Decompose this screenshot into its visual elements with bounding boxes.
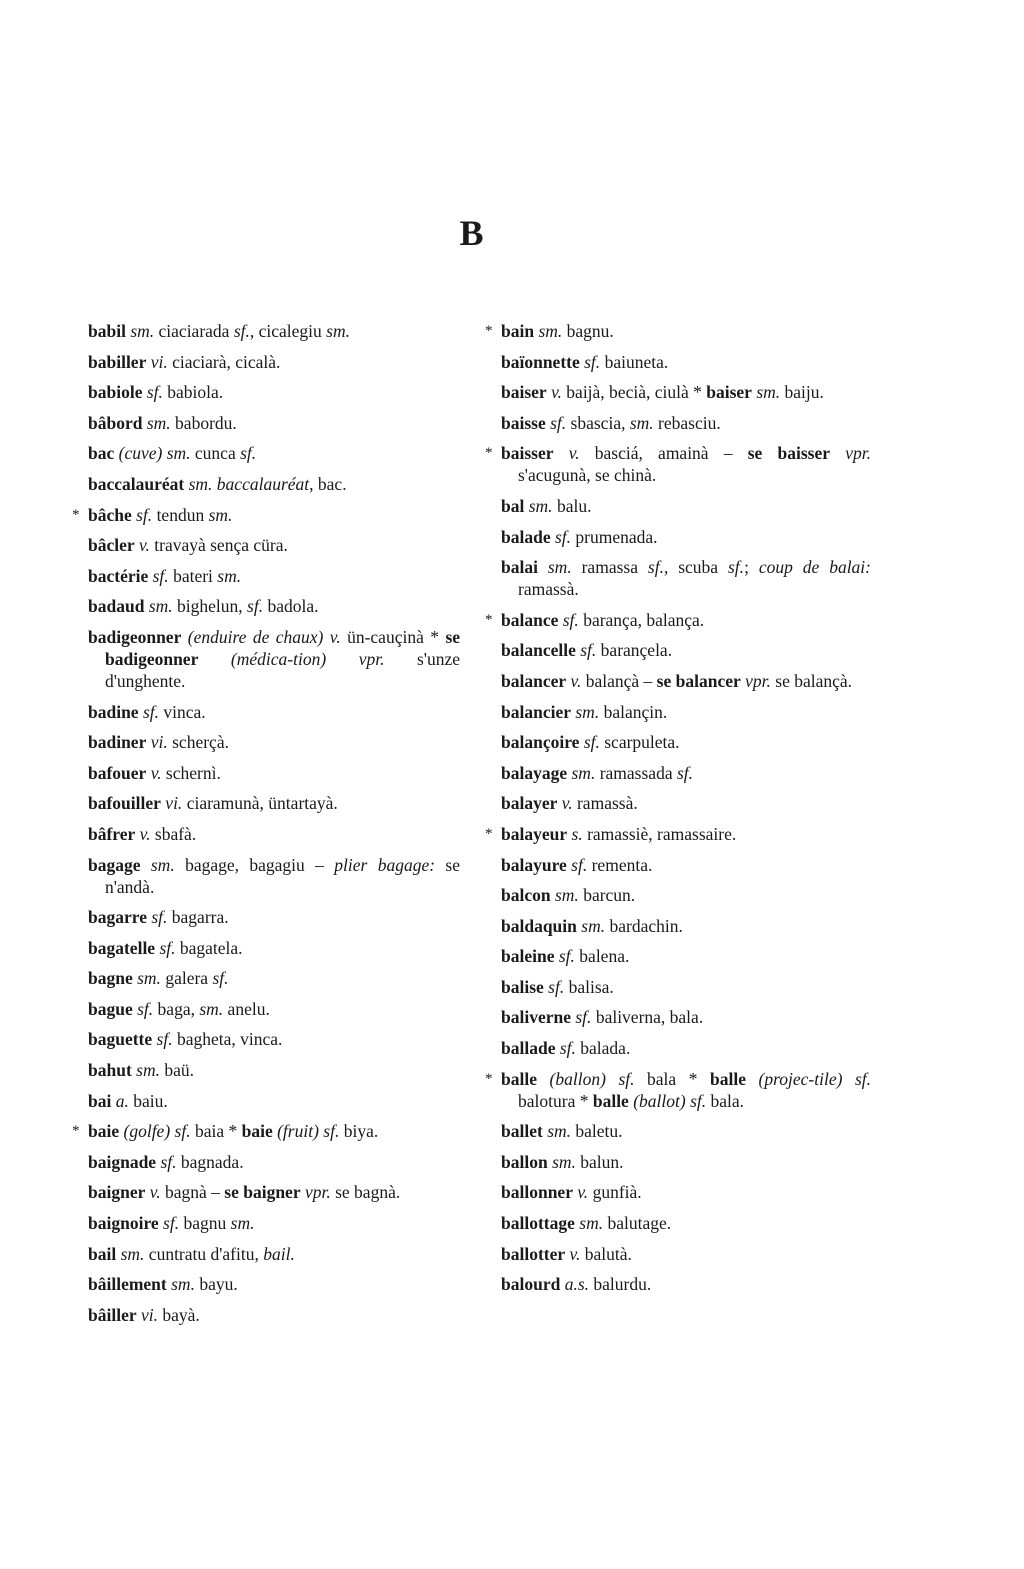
entry-text: baie (golfe) sf. baia * baie (fruit) sf. biya.	[88, 1121, 379, 1142]
grammar-label: sf.	[584, 351, 601, 372]
dictionary-entry	[72, 504, 460, 526]
grammar-label: (ballon) sf.	[549, 1068, 635, 1089]
headword: babiole	[88, 382, 143, 403]
dictionary-entry	[88, 1304, 460, 1326]
headword: balayeur	[501, 823, 568, 844]
grammar-label: vpr.	[845, 443, 871, 464]
grammar-label: sm.	[579, 1213, 604, 1234]
dictionary-entry	[501, 412, 871, 434]
grammar-label: sm.	[136, 1060, 160, 1081]
entry-text: baignoire sf. bagnu sm.	[88, 1213, 255, 1234]
dictionary-entry	[88, 967, 460, 989]
entry-text: baisser v. basciá, amainà – se baisser vpr. s'acugunà, se chinà.	[501, 443, 871, 486]
grammar-label: sm.	[146, 412, 171, 433]
dictionary-entry	[501, 351, 871, 373]
headword: badiner	[88, 732, 147, 753]
headword: balancelle	[501, 640, 576, 661]
grammar-label: sf.	[163, 1213, 180, 1234]
headword: baie	[241, 1121, 273, 1142]
entry-text: baleine sf. balena.	[501, 946, 630, 967]
grammar-label: sm.	[575, 701, 600, 722]
dictionary-entry	[88, 595, 460, 617]
grammar-label: sf.	[550, 412, 567, 433]
headword: baïonnette	[501, 351, 580, 372]
dictionary-entry	[88, 998, 460, 1020]
grammar-label: sm.	[756, 382, 781, 403]
entry-text: bâfrer v. sbafà.	[88, 823, 197, 844]
grammar-label: sm.	[217, 565, 242, 586]
entry-text: baiser v. baijà, becià, ciulà * baiser sm. baiju.	[501, 382, 824, 403]
entry-text: bafouer v. schernì.	[88, 762, 221, 783]
grammar-label: (cuve) sm.	[118, 443, 191, 464]
entry-text: bail sm. cuntratu d'afitu, bail.	[88, 1243, 295, 1264]
headword: bâche	[88, 504, 132, 525]
entry-text: ballon sm. balun.	[501, 1151, 624, 1172]
dictionary-entry	[485, 320, 871, 342]
asterisk-marker: *	[72, 506, 80, 523]
asterisk-marker: *	[485, 1070, 493, 1087]
grammar-label: sf.	[240, 443, 257, 464]
entry-text: bâbord sm. babordu.	[88, 412, 237, 433]
entry-text: bâiller vi. bayà.	[88, 1304, 200, 1325]
grammar-label: (médica-tion) vpr.	[230, 648, 385, 669]
grammar-label: bail.	[263, 1243, 295, 1264]
grammar-label: sf.	[136, 504, 153, 525]
entry-text: bagatelle sf. bagatela.	[88, 937, 243, 958]
entry-text: baliverne sf. baliverna, bala.	[501, 1007, 704, 1028]
dictionary-entry	[501, 639, 871, 661]
headword: baie	[88, 1121, 120, 1142]
left-column	[72, 320, 461, 1334]
asterisk-marker: *	[485, 611, 493, 628]
dictionary-entry	[501, 495, 871, 517]
headword: bactérie	[88, 565, 149, 586]
dictionary-entry	[501, 701, 871, 723]
grammar-label: sf.	[137, 998, 154, 1019]
entry-text: ballonner v. gunfià.	[501, 1182, 642, 1203]
headword: badaud	[88, 596, 145, 617]
headword: balayer	[501, 793, 558, 814]
grammar-label: sf.	[676, 762, 694, 783]
dictionary-entry	[88, 1059, 460, 1081]
headword: baccalauréat	[88, 473, 185, 494]
headword: bail	[88, 1243, 117, 1264]
asterisk-marker: *	[485, 825, 493, 842]
entry-text: bal sm. balu.	[501, 495, 592, 516]
entry-text: babiller vi. ciaciarà, cicalà.	[88, 351, 281, 372]
grammar-label: sf.	[548, 976, 565, 997]
headword: bahut	[88, 1060, 132, 1081]
right-column	[485, 320, 872, 1304]
entry-text: badigeonner (enduire de chaux) v. ün-cauçinà * se badigeonner (médica-tion) vpr. s'unze d'unghente.	[88, 626, 461, 691]
entry-text: balade sf. prumenada.	[501, 526, 658, 547]
headword: bagarre	[88, 907, 147, 928]
grammar-label: sm.	[528, 495, 553, 516]
dictionary-entry	[501, 1120, 871, 1142]
dictionary-entry	[88, 823, 460, 845]
headword: baigner	[88, 1182, 146, 1203]
entry-text: babiole sf. babiola.	[88, 382, 224, 403]
dictionary-entry	[88, 937, 460, 959]
headword: baliverne	[501, 1007, 571, 1028]
grammar-label: sm. baccalauréat	[188, 473, 310, 494]
entry-text: bagne sm. galera sf.	[88, 968, 229, 989]
grammar-label: v.	[568, 443, 580, 464]
dictionary-entry	[88, 565, 460, 587]
headword: babiller	[88, 351, 147, 372]
grammar-label: sm.	[230, 1213, 255, 1234]
entry-text: bagarre sf. bagarra.	[88, 907, 229, 928]
dictionary-entry	[88, 1212, 460, 1234]
headword: bain	[501, 321, 535, 341]
headword: bâcler	[88, 535, 135, 556]
grammar-label: sm.	[581, 915, 606, 936]
headword: bâiller	[88, 1304, 137, 1325]
grammar-label: (enduire de chaux) v.	[187, 626, 341, 647]
dictionary-entry	[88, 854, 460, 898]
dictionary-entry	[501, 1151, 871, 1173]
asterisk-marker: *	[485, 323, 493, 339]
entry-text: badiner vi. scherçà.	[88, 732, 229, 753]
entry-text: balancelle sf. barançela.	[501, 640, 673, 661]
headword: balançoire	[501, 732, 580, 753]
grammar-label: vpr.	[304, 1182, 331, 1203]
dictionary-entry	[88, 473, 460, 495]
dictionary-entry	[485, 1068, 872, 1112]
headword: baignoire	[88, 1213, 159, 1234]
headword: babil	[88, 321, 126, 341]
headword: balance	[501, 609, 559, 630]
entry-text: bâillement sm. bayu.	[88, 1274, 238, 1295]
dictionary-entry	[88, 381, 460, 403]
dictionary-entry	[88, 1151, 460, 1173]
grammar-label: s.	[571, 823, 583, 844]
dictionary-entry	[501, 1006, 871, 1028]
headword: bâfrer	[88, 823, 136, 844]
grammar-label: v.	[139, 535, 150, 556]
headword: balourd	[501, 1274, 561, 1295]
dictionary-entry	[501, 915, 871, 937]
entry-text: baïonnette sf. baiuneta.	[501, 351, 669, 372]
headword: bâillement	[88, 1274, 167, 1295]
headword: balle	[592, 1090, 629, 1111]
entry-text: baccalauréat sm. baccalauréat, bac.	[88, 473, 347, 494]
grammar-label: a.	[115, 1090, 129, 1111]
headword: baisser	[501, 443, 554, 464]
grammar-label: sf.	[160, 1151, 177, 1172]
grammar-label: v.	[139, 823, 151, 844]
dictionary-entry	[485, 442, 871, 486]
grammar-label: sm.	[547, 1121, 572, 1142]
grammar-label: v.	[570, 670, 582, 691]
headword: balcon	[501, 885, 551, 906]
grammar-label: sf.	[152, 565, 169, 586]
grammar-label: sm.	[552, 1151, 576, 1172]
grammar-label: vi.	[165, 793, 183, 814]
headword: bague	[88, 998, 133, 1019]
dictionary-entry	[501, 884, 871, 906]
headword: bâbord	[88, 412, 143, 433]
grammar-label: sm.	[326, 321, 350, 341]
grammar-label: sf.	[212, 968, 229, 989]
entry-text: balayure sf. rementa.	[501, 854, 653, 875]
dictionary-entry	[88, 534, 460, 556]
dictionary-entry	[501, 381, 871, 403]
entry-text: badaud sm. bighelun, sf. badola.	[88, 596, 319, 617]
dictionary-entry	[88, 442, 460, 464]
section-letter: B	[459, 213, 485, 253]
dictionary-entry	[501, 1037, 871, 1059]
entry-text: bâche sf. tendun sm.	[88, 504, 233, 525]
grammar-label: sf.	[647, 557, 664, 578]
dictionary-entry	[88, 1028, 460, 1050]
dictionary-entry	[72, 1120, 460, 1142]
dictionary-entry	[501, 976, 871, 998]
entry-text: balourd a.s. balurdu.	[501, 1274, 652, 1295]
dictionary-entry	[501, 1181, 871, 1203]
entry-text: bain sm. bagnu.	[501, 321, 614, 341]
headword: balle	[501, 1068, 537, 1089]
entry-text: bâcler v. travayà sença cüra.	[88, 535, 288, 556]
grammar-label: sf.	[233, 321, 250, 341]
headword: se balancer	[656, 670, 741, 691]
grammar-label: (golfe) sf.	[123, 1121, 191, 1142]
entry-text: bagage sm. bagage, bagagiu – plier bagage: se n'andà.	[88, 854, 461, 897]
headword: balayure	[501, 854, 567, 875]
grammar-label: sm.	[571, 762, 596, 783]
grammar-label: sf.	[571, 854, 588, 875]
dictionary-entry	[88, 1181, 460, 1203]
entry-text: ballade sf. balada.	[501, 1038, 631, 1059]
headword: badine	[88, 701, 139, 722]
grammar-label: plier bagage:	[334, 854, 436, 875]
dictionary-entry	[88, 1243, 460, 1265]
entry-text: baisse sf. sbascia, sm. rebasciu.	[501, 412, 721, 433]
entry-text: balançoire sf. scarpuleta.	[501, 732, 680, 753]
dictionary-entry	[485, 823, 871, 845]
headword: ballon	[501, 1151, 548, 1172]
headword: bal	[501, 495, 525, 516]
grammar-label: v.	[577, 1182, 589, 1203]
grammar-label: sf.	[562, 609, 579, 630]
headword: bagage	[88, 854, 141, 875]
dictionary-entry	[501, 1212, 871, 1234]
headword: bafouer	[88, 762, 147, 783]
entry-text: bai a. baiu.	[88, 1090, 168, 1111]
grammar-label: v.	[569, 1243, 581, 1264]
dictionary-entry	[501, 556, 871, 600]
grammar-label: v.	[561, 793, 573, 814]
grammar-label: sm.	[208, 504, 233, 525]
entry-text: ballottage sm. balutage.	[501, 1213, 672, 1234]
entry-text: balai sm. ramassa sf., scuba sf.; coup de balai: ramassà.	[501, 557, 871, 600]
grammar-label: sm.	[120, 1243, 145, 1264]
headword: se baisser	[747, 443, 831, 464]
dictionary-entry	[501, 526, 871, 548]
grammar-label: a.s.	[564, 1274, 590, 1295]
headword: bai	[88, 1090, 112, 1111]
headword: balai	[501, 557, 538, 578]
dictionary-entry	[88, 1273, 460, 1295]
headword: balle	[710, 1068, 746, 1089]
asterisk-marker: *	[485, 445, 493, 462]
headword: balade	[501, 526, 551, 547]
headword: se baigner	[224, 1182, 301, 1203]
grammar-label: sm.	[171, 1274, 195, 1295]
grammar-label: (projec-tile) sf.	[758, 1068, 872, 1089]
headword: ballottage	[501, 1213, 575, 1234]
dictionary-entry	[88, 762, 460, 784]
headword: baiser	[706, 382, 752, 403]
grammar-label: sf.	[575, 1007, 592, 1028]
grammar-label: v.	[551, 382, 562, 403]
grammar-label: vi.	[150, 732, 168, 753]
headword: ballet	[501, 1121, 543, 1142]
grammar-label: sf.	[156, 1029, 173, 1050]
headword: ballotter	[501, 1243, 566, 1264]
grammar-label: sm.	[148, 596, 173, 617]
grammar-label: sm.	[629, 412, 654, 433]
entry-text: balancer v. balançà – se balancer vpr. se balançà.	[501, 670, 853, 691]
headword: baignade	[88, 1151, 157, 1172]
entry-text: badine sf. vinca.	[88, 701, 206, 722]
dictionary-entry	[88, 351, 460, 373]
entry-text: bac (cuve) sm. cunca sf.	[88, 443, 257, 464]
grammar-label: sm.	[547, 557, 572, 578]
headword: bafouiller	[88, 793, 161, 814]
headword: ballonner	[501, 1182, 573, 1203]
grammar-label: sm.	[538, 321, 563, 341]
grammar-label: vpr.	[745, 670, 771, 691]
dictionary-entry	[501, 792, 871, 814]
headword: balise	[501, 976, 544, 997]
entry-text: balayeur s. ramassiè, ramassaire.	[501, 823, 737, 844]
dictionary-entry	[88, 906, 460, 928]
grammar-label: coup de balai:	[758, 557, 871, 578]
grammar-label: vi.	[150, 351, 168, 372]
grammar-label: sf.	[728, 557, 745, 578]
dictionary-entry	[88, 1090, 460, 1112]
dictionary-entry	[88, 792, 460, 814]
dictionary-entry	[501, 854, 871, 876]
asterisk-marker: *	[72, 1123, 80, 1140]
entry-text: bafouiller vi. ciaramunà, üntartayà.	[88, 793, 338, 814]
entry-text: ballotter v. balutà.	[501, 1243, 632, 1264]
headword: balancer	[501, 670, 567, 691]
headword: ballade	[501, 1038, 556, 1059]
grammar-label: (fruit) sf.	[277, 1121, 340, 1142]
entry-text: balayage sm. ramassada sf.	[501, 762, 694, 783]
headword: se badigeonner	[105, 626, 461, 669]
entry-text: babil sm. ciaciarada sf., cicalegiu sm.	[88, 321, 350, 341]
grammar-label: sf.	[558, 946, 575, 967]
entry-text: baguette sf. bagheta, vinca.	[88, 1029, 283, 1050]
grammar-label: sf.	[142, 701, 160, 722]
entry-text: bahut sm. baü.	[88, 1060, 195, 1081]
grammar-label: sf.	[146, 382, 163, 403]
headword: bagne	[88, 968, 133, 989]
dictionary-entry	[88, 731, 460, 753]
entry-text: balayer v. ramassà.	[501, 793, 638, 814]
headword: badigeonner	[88, 626, 182, 647]
grammar-label: sm.	[199, 998, 224, 1019]
dictionary-entry	[501, 1243, 871, 1265]
entry-text: bague sf. baga, sm. anelu.	[88, 998, 270, 1019]
grammar-label: sf.	[554, 526, 572, 547]
grammar-label: sf.	[151, 907, 168, 928]
grammar-label: sm.	[130, 321, 155, 341]
entry-text: baignade sf. bagnada.	[88, 1151, 244, 1172]
grammar-label: v.	[150, 762, 162, 783]
entry-text: ballet sm. baletu.	[501, 1121, 623, 1142]
dictionary-entry	[88, 626, 460, 692]
dictionary-entry	[88, 412, 460, 434]
dictionary-entry	[501, 670, 871, 692]
entry-text: balancier sm. balançin.	[501, 701, 668, 722]
headword: bagatelle	[88, 937, 156, 958]
entry-text: baigner v. bagnà – se baigner vpr. se bagnà.	[88, 1182, 401, 1203]
grammar-label: sf.	[583, 732, 600, 753]
headword: bac	[88, 443, 115, 464]
grammar-label: sm.	[554, 885, 579, 906]
entry-text: baldaquin sm. bardachin.	[501, 915, 683, 936]
headword: baldaquin	[501, 915, 577, 936]
grammar-label: (ballot) sf.	[633, 1090, 707, 1111]
grammar-label: sf.	[159, 937, 176, 958]
entry-text: bactérie sf. bateri sm.	[88, 565, 242, 586]
dictionary-entry	[88, 701, 460, 723]
grammar-label: v.	[149, 1182, 161, 1203]
grammar-label: sf.	[580, 640, 597, 661]
headword: balancier	[501, 701, 571, 722]
headword: balayage	[501, 762, 568, 783]
grammar-label: sm.	[137, 968, 161, 989]
headword: baleine	[501, 946, 555, 967]
entry-text: balise sf. balisa.	[501, 976, 614, 997]
grammar-label: sf.	[247, 596, 264, 617]
grammar-label: vi.	[140, 1304, 158, 1325]
headword: baisse	[501, 412, 546, 433]
grammar-label: sm.	[150, 854, 175, 875]
dictionary-entry	[501, 762, 871, 784]
dictionary-entry	[501, 945, 871, 967]
dictionary-entry	[501, 1273, 871, 1295]
headword: baiser	[501, 382, 547, 403]
grammar-label: sf.	[559, 1038, 576, 1059]
headword: baguette	[88, 1029, 153, 1050]
entry-text: balle (ballon) sf. bala * balle (projec-tile) sf. balotura * balle (ballot) sf. bala.	[501, 1068, 872, 1111]
entry-text: balance sf. barança, balança.	[501, 609, 705, 630]
dictionary-entry	[485, 609, 871, 631]
dictionary-entry	[88, 320, 460, 342]
dictionary-entry	[501, 731, 871, 753]
entry-text: balcon sm. barcun.	[501, 885, 636, 906]
